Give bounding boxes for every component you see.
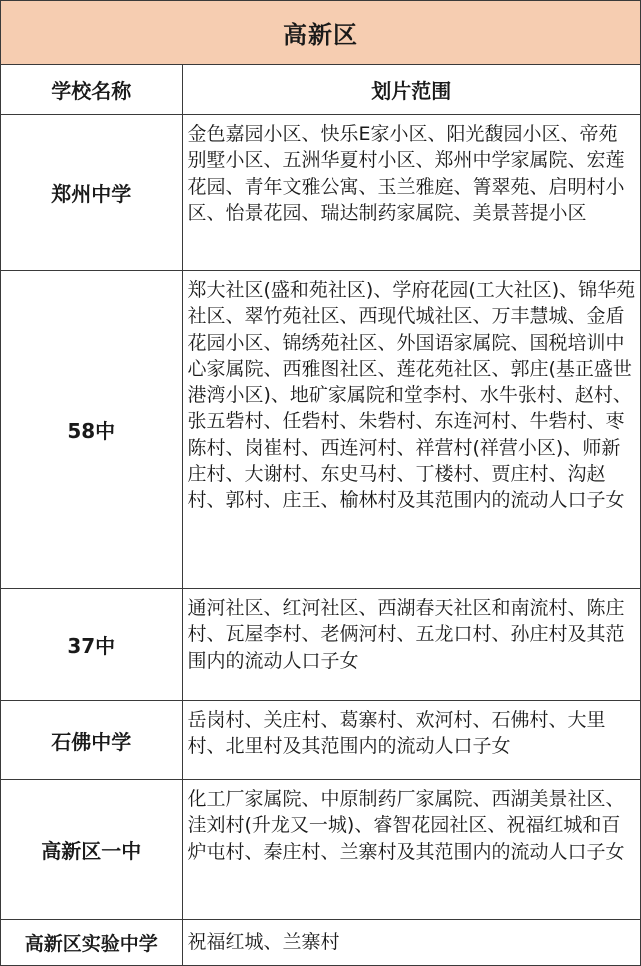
table-row: [1, 920, 640, 965]
school-name: 高新区实验中学: [1, 920, 182, 965]
table-row: [1, 115, 640, 271]
zone-range: 通河社区、红河社区、西湖春天社区和南流村、陈庄村、瓦屋李村、老俩河村、五龙口村、孙庄村及其范围内的流动人口子女: [182, 589, 640, 701]
table-row: [1, 589, 640, 701]
zone-range: 金色嘉园小区、快乐E家小区、阳光馥园小区、帝苑别墅小区、五洲华夏村小区、郑州中学家属院、宏莲花园、青年文雅公寓、玉兰雅庭、箐翠苑、启明村小区、怡景花园、瑞达制药家属院、美景菩提小区: [182, 115, 640, 271]
school-name: 58中: [1, 271, 182, 589]
header-school-name: 学校名称: [1, 65, 182, 115]
table-title: 高新区: [1, 1, 640, 65]
school-name: 37中: [1, 589, 182, 701]
table-row: [1, 780, 640, 920]
table-row: [1, 701, 640, 780]
header-row: [1, 65, 640, 115]
zone-range: 化工厂家属院、中原制药厂家属院、西湖美景社区、洼刘村(升龙又一城)、睿智花园社区、祝福红城和百炉屯村、秦庄村、兰寨村及其范围内的流动人口子女: [182, 780, 640, 920]
school-name: 郑州中学: [1, 115, 182, 271]
school-zone-table: [1, 65, 640, 965]
header-zone-range: 划片范围: [182, 65, 640, 115]
zone-range: 岳岗村、关庄村、葛寨村、欢河村、石佛村、大里村、北里村及其范围内的流动人口子女: [182, 701, 640, 780]
school-name: 石佛中学: [1, 701, 182, 780]
school-name: 高新区一中: [1, 780, 182, 920]
zone-range: 郑大社区(盛和苑社区)、学府花园(工大社区)、锦华苑社区、翠竹苑社区、西现代城社区、万丰慧城、金盾花园小区、锦绣苑社区、外国语家属院、国税培训中心家属院、西雅图社区、莲花苑社区、郭庄(基正盛世港湾小区)、地矿家属院和堂李村、水牛张村、赵村、张五砦村、任砦村、朱砦村、东连河村、牛砦村、枣陈村、岗崔村、西连河村、祥营村(祥营小区)、师新庄村、大谢村、东史马村、丁楼村、贾庄村、沟赵村、郭村、庄王、榆林村及其范围内的流动人口子女: [182, 271, 640, 589]
table-row: [1, 271, 640, 589]
zone-range: 祝福红城、兰寨村: [182, 920, 640, 965]
